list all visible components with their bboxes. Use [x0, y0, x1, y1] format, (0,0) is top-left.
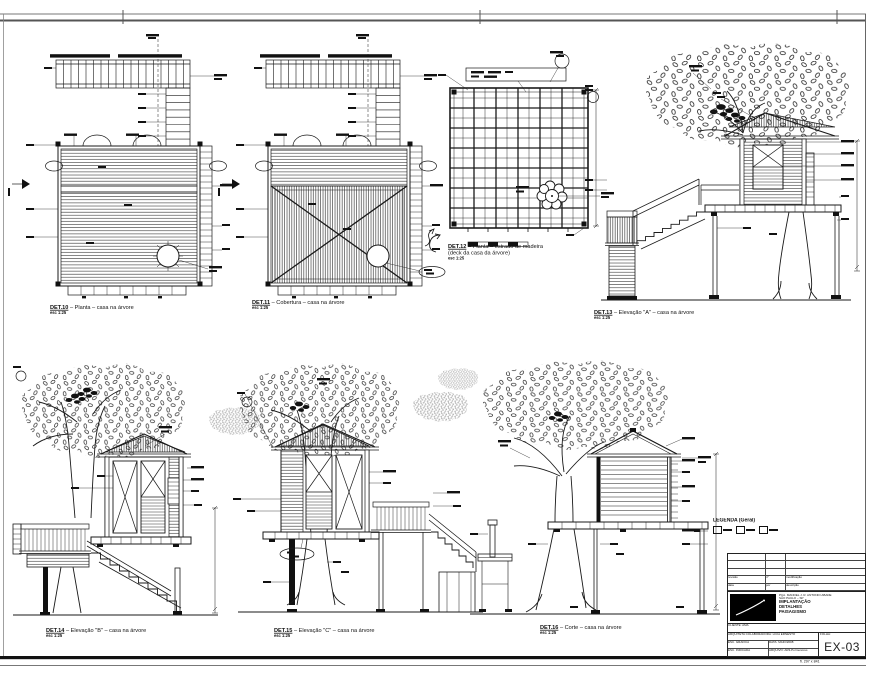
detail-id: DET.14: [46, 628, 65, 634]
detail-id: DET.15: [274, 628, 293, 634]
revision-header-cell: revisão: [728, 576, 766, 583]
caption-det10: [50, 305, 134, 317]
detail-title: – Cobertura – casa na árvore: [271, 300, 345, 306]
legend-symbol-icon: [736, 526, 745, 534]
legend-title: LEGENDA (Geral): [713, 518, 756, 524]
det12-deck-plan-drawing: [430, 51, 614, 252]
caption-det14: [46, 628, 146, 640]
legend-label-mark: [746, 529, 755, 531]
revision-cell: [766, 569, 786, 576]
detail-title: – Elevação "B" – casa na árvore: [65, 628, 147, 634]
office-logo: [730, 594, 776, 621]
det16-section-drawing: [470, 361, 720, 614]
detail-id: DET.12: [448, 244, 467, 250]
detail-id: DET.11: [252, 300, 271, 306]
legend-label-mark: [723, 529, 732, 531]
scale-cell: ESC. GRÁFICA: [728, 641, 769, 648]
detail-title: – Elevação "A" – casa na árvore: [613, 310, 695, 316]
detail-subtitle: (deck da casa da árvore): [448, 250, 510, 257]
detail-scale: esc 1:25: [50, 311, 67, 316]
legend: [713, 518, 778, 534]
revision-header-cell: por: [766, 584, 786, 591]
detail-id: DET.13: [594, 310, 613, 316]
detail-title: – Planta – estrado de madeira: [467, 244, 543, 250]
det15-elevation-c-drawing: [233, 364, 483, 613]
file-cell: ARQUIVO: AR3-Pormenores: [769, 649, 808, 652]
doc-title-line: PAISAGISMO: [779, 610, 807, 615]
detail-scale: esc 1:25: [274, 634, 291, 639]
detail-scale: esc 1:25: [252, 306, 269, 311]
detail-title: – Elevação "C" – casa na árvore: [293, 628, 375, 634]
revision-cell: [728, 561, 766, 568]
detail-scale: esc 1:25: [540, 631, 557, 636]
revision-cell: [786, 569, 865, 576]
caption-det16: [540, 625, 622, 637]
legend-symbol-icon: [759, 526, 768, 534]
detail-id: DET.10: [50, 305, 69, 311]
detail-scale: esc 1:25: [448, 256, 465, 261]
team-row: ARQUITETA COLABORADORA: LÍCIA ERNESTO: [728, 633, 818, 641]
caption-det12: [448, 244, 543, 262]
det11-roof-plan-drawing: [218, 34, 445, 298]
revision-cell: [728, 554, 766, 561]
date-cell: DATA: MAIO/2008: [769, 641, 794, 644]
det10-floor-plan-drawing: [8, 34, 233, 298]
revision-cell: [728, 569, 766, 576]
sheet-number-cell: [819, 633, 865, 656]
client-row: CLIENTE: AMA: [728, 624, 865, 633]
sheet-number: EX-03: [824, 640, 860, 654]
project-address-line1: PÇA. MANOEL J. R. ANTONIO ABADE: [779, 594, 832, 597]
legend-item: [713, 526, 732, 534]
revision-header-cell: modificação: [786, 576, 865, 583]
doc-title-line: IMPLANTAÇÃO: [779, 600, 811, 605]
revision-cell: [766, 554, 786, 561]
det13-elevation-a-drawing: [585, 43, 860, 300]
project-address-line2: SÃO PAULO – SP: [779, 597, 804, 600]
legend-item: [759, 526, 778, 534]
paper-size-note: fl. 297 x 841: [800, 660, 820, 664]
revision-cell: [786, 554, 865, 561]
revision-header-cell: nº: [766, 576, 786, 583]
title-block: [727, 553, 866, 657]
sheet-number-label: FOLHA:: [820, 633, 831, 636]
scale-date-row: [728, 641, 818, 649]
detail-title: – Corte – casa na árvore: [559, 625, 622, 631]
det14-elevation-b-drawing: [13, 364, 260, 616]
legend-symbol-icon: [713, 526, 722, 534]
revision-cell: [766, 561, 786, 568]
detail-scale: esc 1:25: [46, 634, 63, 639]
revision-table: [728, 554, 865, 592]
caption-det15: [274, 628, 375, 640]
legend-item: [736, 526, 755, 534]
detail-title: – Planta – casa na árvore: [69, 305, 134, 311]
detail-id: DET.16: [540, 625, 559, 631]
caption-det13: [594, 310, 694, 322]
revision-header-cell: data: [728, 584, 766, 591]
revision-cell: [786, 561, 865, 568]
doc-title-line: DETALHES: [779, 605, 802, 610]
caption-det11: [252, 300, 344, 312]
revision-header-cell: descrição: [786, 584, 865, 591]
detail-scale: esc 1:25: [594, 316, 611, 321]
scale-cell: ESC. INDICADA: [728, 649, 769, 656]
legend-label-mark: [769, 529, 778, 531]
scale-file-row: [728, 649, 818, 656]
